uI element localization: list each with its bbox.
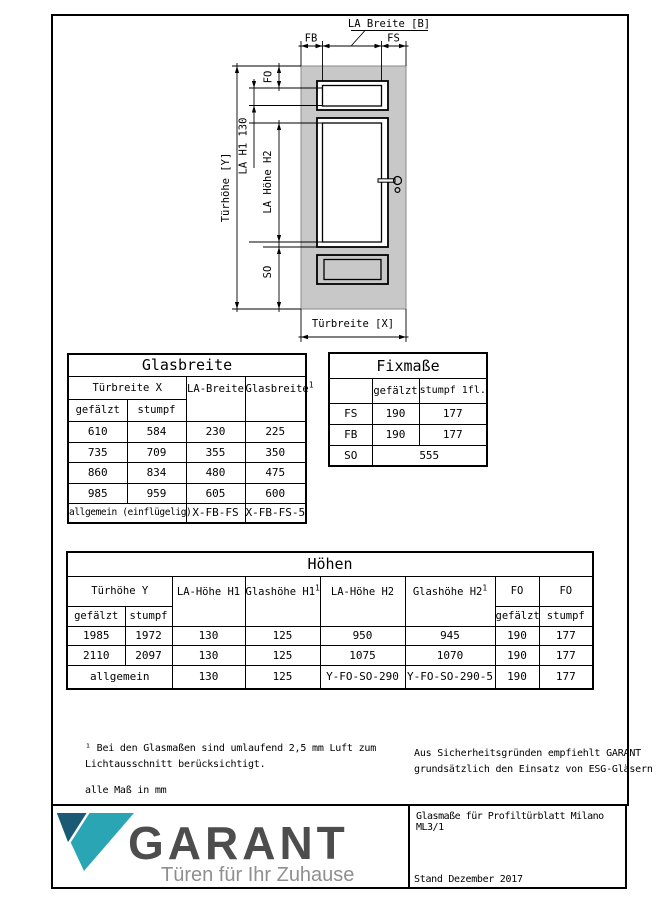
table-cell: 190 [495, 645, 539, 665]
table-cell: 125 [245, 626, 320, 645]
table-cell: 190 [495, 665, 539, 689]
table-cell: 735 [68, 442, 127, 462]
table-cell: 130 [172, 645, 245, 665]
col-header-la-breite: LA-Breite [186, 376, 245, 421]
glass-frame-top-inner [323, 86, 382, 107]
empty-cell [329, 378, 372, 403]
table-cell: 350 [245, 442, 306, 462]
table-cell: 355 [186, 442, 245, 462]
subheader-stumpf: stumpf [125, 606, 172, 626]
table-cell: 610 [68, 421, 127, 442]
col-header-glashoehe-h2 [405, 576, 495, 626]
note-line: Aus Sicherheitsgründen empfiehlt GARANT [414, 748, 641, 759]
table-cell: 225 [245, 421, 306, 442]
table-row [68, 503, 306, 523]
table-cell: 177 [539, 645, 593, 665]
table-cell: 1070 [405, 645, 495, 665]
table-cell: 555 [372, 445, 487, 466]
dim-label-fo: FO [262, 70, 275, 84]
table-row [67, 626, 593, 645]
note-line: grundsätzlich den Einsatz von ESG-Gläsern [414, 763, 653, 775]
table-cell: 475 [245, 462, 306, 483]
dim-label-la-breite: LA Breite [B] [347, 18, 431, 30]
doc-info-cell [410, 806, 625, 887]
table-cell: 985 [68, 483, 127, 503]
table-cell: 1075 [320, 645, 405, 665]
footnote-marker: 1 [482, 583, 488, 592]
table-cell: X-FB-FS-5 [245, 503, 306, 523]
row-label-fs: FS [329, 403, 372, 424]
hoehen-table [66, 551, 594, 690]
table-cell: 177 [419, 424, 487, 445]
glass-frame-middle-inner [323, 123, 382, 242]
table-cell: 177 [539, 626, 593, 645]
door-handle-icon [378, 179, 395, 182]
col-header-la-hoehe-h2: LA-Höhe H2 [320, 576, 405, 626]
table-cell: 945 [405, 626, 495, 645]
table-row [329, 445, 487, 466]
units-note: alle Maß in mm [85, 785, 167, 796]
col-header-glashoehe-h1 [245, 576, 320, 626]
table-row [329, 424, 487, 445]
col-header-tuerhoehe-y: Türhöhe Y [67, 576, 172, 606]
table-cell: Y-FO-SO-290 [320, 665, 405, 689]
general-row-label: allgemein (einflügelig) [68, 503, 186, 523]
table-cell: 190 [495, 626, 539, 645]
table-cell: 190 [372, 403, 419, 424]
table-cell: 190 [372, 424, 419, 445]
footnote-marker: 1 [308, 380, 314, 389]
glasbreite-table [67, 353, 314, 524]
glasbreite-title: Glasbreite [68, 354, 306, 376]
table-cell: 177 [539, 665, 593, 689]
table-cell: 230 [186, 421, 245, 442]
col-header-gefaelzt: gefälzt [372, 378, 419, 403]
dim-label-la-hoehe-h2: LA Höhe H2 [262, 150, 274, 214]
table-cell: 584 [127, 421, 186, 442]
fixmasse-table [328, 352, 488, 467]
col-header-stumpf-1fl: stumpf 1fl. [419, 378, 487, 403]
note-line: Lichtausschnitt berücksichtigt. [85, 758, 266, 770]
table-cell: 177 [419, 403, 487, 424]
table-cell: 959 [127, 483, 186, 503]
dim-label-so: SO [262, 265, 274, 279]
row-label-fb: FB [329, 424, 372, 445]
table-cell: 860 [68, 462, 127, 483]
note-line: ¹ Bei den Glasmaßen sind umlaufend 2,5 mm Luft zum [85, 743, 377, 754]
dim-label-tuerbreite: Türbreite [X] [311, 318, 395, 330]
table-row [67, 665, 593, 689]
table-cell: 834 [127, 462, 186, 483]
row-label-so: SO [329, 445, 372, 466]
subheader-stumpf: stumpf [127, 399, 186, 421]
col-header-fo-stumpf: FO [539, 576, 593, 606]
subheader-stumpf: stumpf [539, 606, 593, 626]
footnote-marker: 1 [315, 583, 320, 592]
table-row [68, 421, 306, 442]
table-row [67, 645, 593, 665]
table-cell: 1985 [67, 626, 125, 645]
col-header-fo-gefaelzt: FO [495, 576, 539, 606]
col-header-la-hoehe-h1: LA-Höhe H1 [172, 576, 245, 626]
glass-tolerance-note [85, 741, 376, 772]
col-header-glashoehe-h2-label: Glashöhe H2 [412, 585, 483, 598]
revision-date: Stand Dezember 2017 [414, 874, 523, 885]
table-cell: 125 [245, 645, 320, 665]
door-technical-drawing [0, 0, 656, 350]
table-cell: 130 [172, 665, 245, 689]
table-cell: 1972 [125, 626, 172, 645]
col-header-tuerbreite-x: Türbreite X [68, 376, 186, 399]
col-header-glashoehe-h1-label: Glashöhe H1 [245, 585, 316, 598]
col-header-glasbreite-label: Glasbreite [245, 382, 309, 395]
table-row [68, 442, 306, 462]
dim-label-la-h1: LA H1 130 [237, 117, 250, 175]
subheader-gefaelzt: gefälzt [67, 606, 125, 626]
table-cell: X-FB-FS [186, 503, 245, 523]
fixmasse-title: Fixmaße [329, 353, 487, 378]
brand-tagline: Türen für Ihr Zuhause [161, 864, 355, 886]
table-cell: 2110 [67, 645, 125, 665]
document-title: Glasmaße für Profiltürblatt Milano ML3/1 [416, 811, 604, 833]
table-cell: 600 [245, 483, 306, 503]
col-header-glasbreite [245, 376, 314, 421]
safety-note [414, 746, 653, 777]
subheader-gefaelzt: gefälzt [495, 606, 539, 626]
dim-label-tuerhoehe: Türhöhe [Y] [220, 152, 232, 223]
dim-label-fb: FB [304, 32, 318, 45]
table-cell: 950 [320, 626, 405, 645]
general-row-label: allgemein [67, 665, 172, 689]
table-cell: 125 [245, 665, 320, 689]
brand-wordmark: GARANT [128, 817, 349, 869]
dim-label-fs: FS [387, 32, 400, 45]
table-row [329, 403, 487, 424]
table-row [68, 483, 306, 503]
table-cell: 2097 [125, 645, 172, 665]
table-row [68, 462, 306, 483]
bottom-panel-inner [324, 260, 381, 280]
table-cell: Y-FO-SO-290-5 [405, 665, 495, 689]
table-cell: 480 [186, 462, 245, 483]
subheader-gefaelzt: gefälzt [68, 399, 127, 421]
table-cell: 605 [186, 483, 245, 503]
table-cell: 709 [127, 442, 186, 462]
garant-logo-icon [54, 810, 138, 876]
hoehen-title: Höhen [67, 552, 593, 576]
table-cell: 130 [172, 626, 245, 645]
